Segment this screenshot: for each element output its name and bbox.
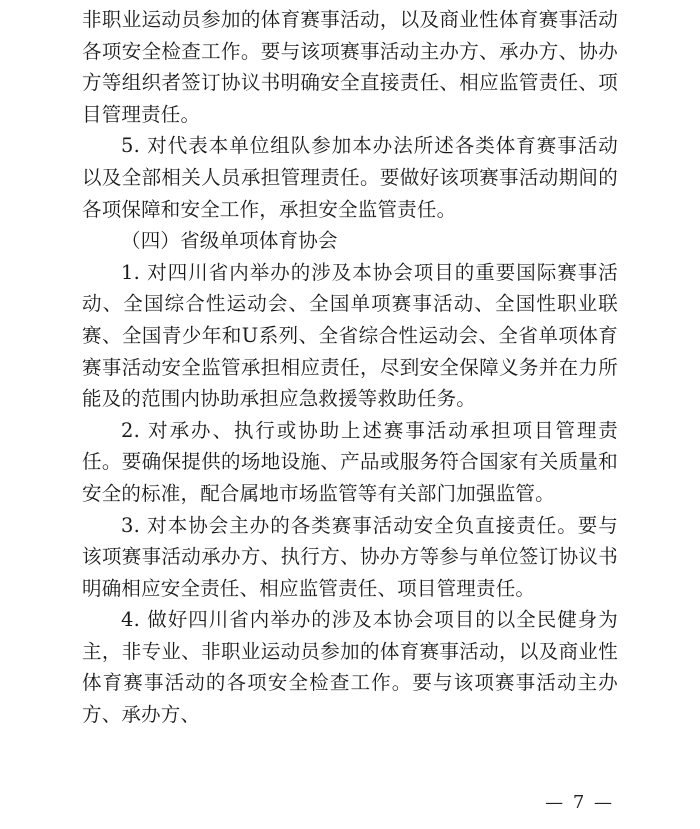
paragraph-item-5: 5. 对代表本单位组队参加本办法所述各类体育赛事活动以及全部相关人员承担管理责任。要做好该项赛事活动期间的各项保障和安全工作，承担安全监管责任。 — [82, 134, 618, 221]
page-number: — 7 — — [545, 792, 614, 813]
paragraph-item-2: 2. 对承办、执行或协助上述赛事活动承担项目管理责任。要确保提供的场地设施、产品或服务符合国家有关质量和安全的标准，配合属地市场监管等有关部门加强监管。 — [82, 418, 618, 505]
paragraph-item-4: 4. 做好四川省内举办的涉及本协会项目的以全民健身为主，非专业、非职业运动员参加的体育赛事活动，以及商业性体育赛事活动的各项安全检查工作。要与该项赛事活动主办方、承办方、 — [82, 608, 618, 727]
paragraph-item-1: 1. 对四川省内举办的涉及本协会项目的重要国际赛事活动、全国综合性运动会、全国单项赛事活动、全国性职业联赛、全国青少年和U系列、全省综合性运动会、全省单项体育赛事活动安全监管承担相应责任，尽到安全保障义务并在力所能及的范围内协助承担应急救援等救助任务。 — [82, 260, 618, 411]
section-heading: （四）省级单项体育协会 — [121, 229, 338, 253]
paragraph-item-3: 3. 对本协会主办的各类赛事活动安全负直接责任。要与该项赛事活动承办方、执行方、协办方等参与单位签订协议书明确相应安全责任、相应监管责任、项目管理责任。 — [82, 513, 618, 600]
paragraph-continuation: 非职业运动员参加的体育赛事活动，以及商业性体育赛事活动各项安全检查工作。要与该项赛事活动主办方、承办方、协办方等组织者签订协议书明确安全直接责任、相应监管责任、项目管理责任。 — [82, 8, 618, 126]
document-body — [82, 4, 618, 731]
